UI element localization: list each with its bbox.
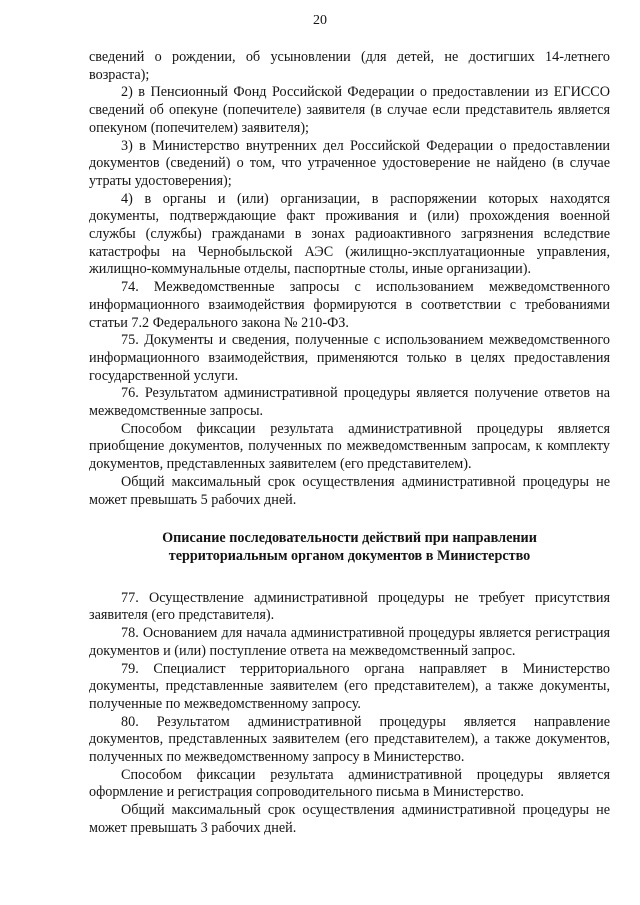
page-number: 20 bbox=[313, 13, 327, 28]
paragraph: 2) в Пенсионный Фонд Российской Федерации о предоставлении из ЕГИССО сведений об опекуне (попечителе) заявителя (в случае если представитель является опекуном (попечителем) заявителя); bbox=[89, 84, 610, 136]
paragraph: 3) в Министерство внутренних дел Российской Федерации о предоставлении документов (сведений) о том, что утраченное удостоверение не найдено (в случае утраты удостоверения); bbox=[89, 137, 610, 189]
paragraph: 79. Специалист территориального органа направляет в Министерство документы, представленные заявителем (его представителем), а также документы, полученные по межведомственному запросу. bbox=[89, 660, 610, 712]
paragraph: 77. Осуществление административной процедуры не требует присутствия заявителя (его представителя). bbox=[89, 589, 610, 624]
paragraph: Способом фиксации результата административной процедуры является оформление и регистрация сопроводительного письма в Министерство. bbox=[89, 766, 610, 801]
paragraph: Общий максимальный срок осуществления административной процедуры не может превышать 5 рабочих дней. bbox=[89, 473, 610, 508]
paragraph: 78. Основанием для начала административной процедуры является регистрация документов и (или) поступление ответа на межведомственный запрос. bbox=[89, 625, 610, 659]
paragraph: 80. Результатом административной процедуры является направление документов, представленных заявителем (его представителем), а также документов, полученных по межведомственному запросу в Министерство. bbox=[89, 713, 610, 766]
paragraph: сведений о рождении, об усыновлении (для детей, не достигших 14-летнего возраста); bbox=[89, 49, 610, 83]
paragraph: 4) в органы и (или) организации, в распоряжении которых находятся документы, подтверждающие факт проживания и (или) прохождения военной службы (службы) гражданами в зонах радиоактивного загрязнения вследствие катастрофы на Чернобыльской АЭС (жилищно-эксплуатационные управления, жилищно-коммунальные отделы, паспортные столы, иные организации). bbox=[89, 190, 610, 278]
section-heading: Описание последовательности действий при направлении территориальным органом документов в Министерство bbox=[162, 530, 537, 564]
document-body bbox=[89, 49, 610, 838]
paragraphs-bottom bbox=[89, 590, 610, 838]
paragraph: Способом фиксации результата административной процедуры является приобщение документов, полученных по межведомственным запросам, к комплекту документов, представленных заявителем (его представителем). bbox=[89, 420, 610, 473]
paragraph: 74. Межведомственные запросы с использованием межведомственного информационного взаимодействия формируются в соответствии с требованиями статьи 7.2 Федерального закона № 210-ФЗ. bbox=[89, 279, 610, 331]
paragraph: 76. Результатом административной процедуры является получение ответов на межведомственные запросы. bbox=[89, 385, 610, 420]
paragraphs-top bbox=[89, 49, 610, 509]
paragraph: 75. Документы и сведения, полученные с использованием межведомственного информационного взаимодействия, применяются только в целях предоставления государственной услуги. bbox=[89, 332, 610, 384]
paragraph: Общий максимальный срок осуществления административной процедуры не может превышать 3 рабочих дней. bbox=[89, 802, 610, 836]
